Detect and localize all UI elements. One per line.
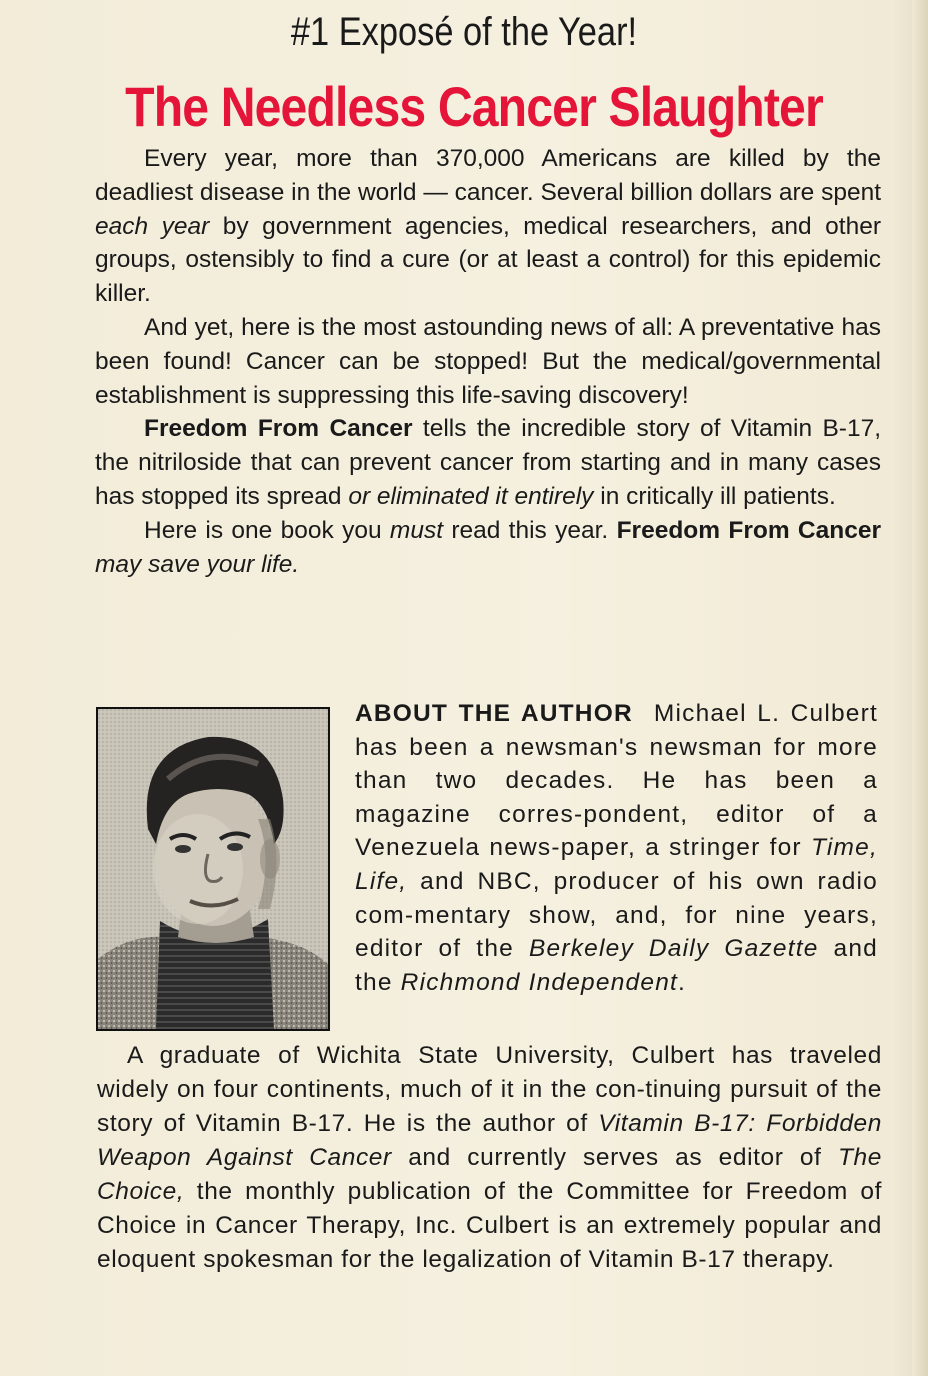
author-portrait bbox=[98, 709, 328, 1029]
book-title: Freedom From Cancer bbox=[144, 415, 413, 443]
author-photo bbox=[96, 707, 330, 1031]
book-title: Freedom From Cancer bbox=[616, 516, 881, 544]
about-the-author-continued bbox=[97, 1039, 882, 1277]
author-paragraph: ABOUT THE AUTHOR Michael L. Culbert has been a newsman's newsman for more than two decades. He has been a magazine corres-pondent, editor of a Venezuela news-paper, a stringer for Time, Life, and NBC, producer of his own radio com-mentary show, and, for nine years, editor of the Berkeley Daily Gazette and the Richmond Independent. bbox=[355, 700, 879, 996]
blurb-paragraph: Every year, more than 370,000 Americans are killed by the deadliest disease in the world — cancer. Several billion dollars are spent each year by government agencies, medical researchers, and other groups, ostensibly to find a cure (or at least a control) for this epidemic killer. bbox=[95, 145, 881, 308]
blurb-paragraph: Freedom From Cancer tells the incredible story of Vitamin B-17, the nitriloside that can prevent cancer from starting and in many cases has stopped its spread or eliminated it entirely in critically ill patients. bbox=[95, 415, 881, 510]
blurb-paragraph: Here is one book you must read this year. Freedom From Cancer may save your life. bbox=[95, 516, 881, 578]
headline: The Needless Cancer Slaughter bbox=[125, 75, 823, 138]
section-heading: ABOUT THE AUTHOR bbox=[355, 700, 633, 727]
blurb bbox=[95, 142, 881, 581]
kicker-line: #1 Exposé of the Year! bbox=[290, 10, 638, 54]
blurb-paragraph: And yet, here is the most astounding news of all: A preventative has been found! Cancer can be stopped! But the medical/governmental establishment is suppressing this life-saving discovery! bbox=[95, 313, 881, 409]
page-edge bbox=[912, 0, 928, 1376]
author-paragraph: A graduate of Wichita State University, Culbert has traveled widely on four continents, much of it in the con-tinuing pursuit of the story of Vitamin B-17. He is the author of Vitamin B-17: Forbidden Weapon Against Cancer and currently serves as editor of The Choice, the monthly publication of the Committee for Freedom of Choice in Cancer Therapy, Inc. Culbert is an extremely popular and eloquent spokesman for the legalization of Vitamin B-17 therapy. bbox=[97, 1042, 882, 1273]
about-the-author-intro bbox=[355, 697, 878, 999]
